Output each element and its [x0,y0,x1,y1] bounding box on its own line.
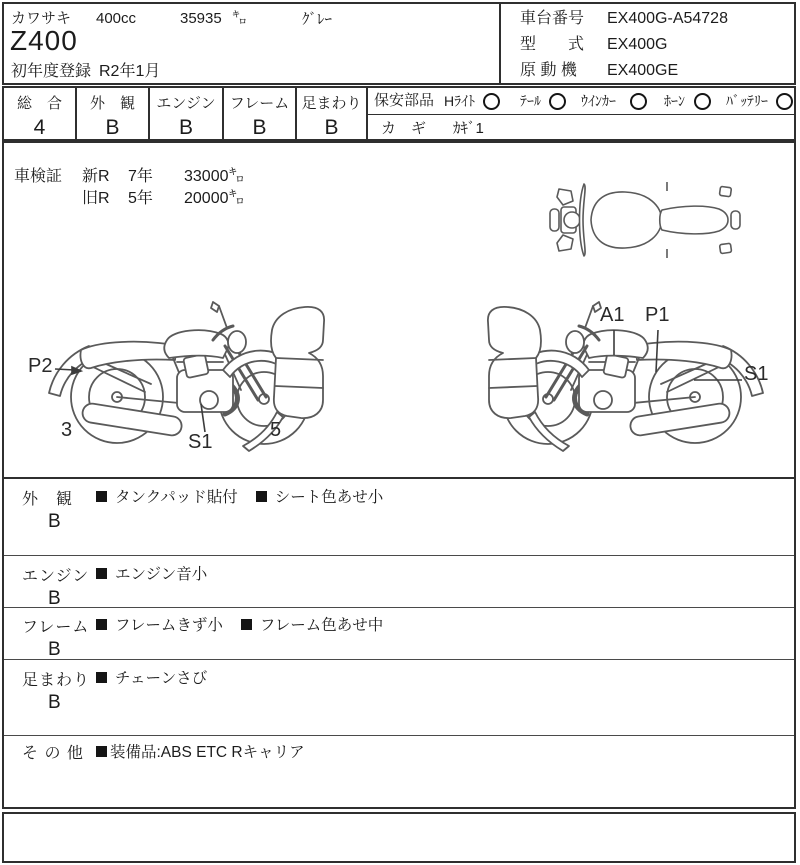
bike-right-side-diagram [27,300,342,465]
rating-cell-exterior [77,88,150,139]
status-circle-icon [630,93,647,110]
shaken-new-prefix: 新R [82,168,110,185]
shaken-old-mileage: 20000㌔ [184,190,245,207]
rating-label: 総 合 [16,95,62,112]
safety-parts-divider [368,114,794,115]
shaken-new-mileage: 33000㌔ [184,168,245,185]
rating-value: 4 [33,116,46,139]
rating-label: 足まわり [301,95,362,112]
safety-item-horn: ﾎｰﾝ [664,93,685,109]
shaken-old-prefix: 旧R [82,190,110,207]
vehicle-mileage: 35935 [180,10,222,27]
header-divider [499,4,501,83]
section-divider [4,735,794,736]
model-code: EX400G [607,36,668,53]
rating-value: B [324,116,339,139]
condition-note: フレーム色あせ中 [259,617,384,634]
rating-label: エンジン [156,95,216,112]
rating-label: フレーム [229,95,290,112]
annotation-s1-left: S1 [188,431,213,453]
bullet-square-icon [96,746,107,757]
condition-note: タンクパッド貼付 [115,489,238,506]
status-circle-icon [549,93,566,110]
header-box [2,2,796,85]
condition-notes-other [96,740,305,762]
annotation-p1: P1 [645,304,670,326]
condition-notes-undercarriage [96,666,207,688]
condition-note: エンジン音小 [115,566,208,583]
rating-cell-frame [224,88,297,139]
model-code-label: 型 式 [520,36,585,53]
bullet-square-icon [96,619,107,630]
safety-item-taillight: ﾃｰﾙ [520,93,541,109]
annotation-front-wheel-grade: 5 [270,419,282,441]
safety-item-winker: ｳｲﾝｶｰ [581,93,616,109]
chassis-label: 車台番号 [520,10,585,27]
bullet-square-icon [96,568,107,579]
condition-value-undercarriage: B [48,692,61,713]
chassis-number: EX400G-A54728 [607,10,728,27]
vehicle-mileage-unit: ㌔ [232,10,248,27]
bike-top-view-diagram [545,180,750,260]
condition-value-frame: B [48,639,61,660]
rating-cell-undercarriage [297,88,368,139]
engine-code: EX400GE [607,62,679,79]
vehicle-maker: カワサキ [11,10,72,27]
status-circle-icon [776,93,793,110]
vehicle-displacement: 400cc [96,10,137,27]
section-divider [4,659,794,660]
condition-note: シート色あせ小 [274,489,384,506]
safety-item-headlight: Hﾗｲﾄ [444,93,476,109]
remarks-empty-box [2,812,796,863]
rating-value: B [178,116,193,139]
section-divider [4,607,794,608]
status-circle-icon [483,93,500,110]
condition-notes-engine [96,562,207,584]
rating-cell-overall [4,88,77,139]
safety-parts-label: 保安部品 [374,92,435,109]
bullet-square-icon [256,491,267,502]
key-label: カ ギ [381,120,427,137]
annotation-p2: P2 [28,355,53,377]
condition-notes-frame [96,613,383,635]
shaken-new-year: 7年 [128,168,153,185]
key-value: ｶｷﾞ1 [453,120,484,137]
section-divider [4,555,794,556]
bike-left-side-diagram [470,300,785,465]
rating-label: 外 観 [89,95,135,112]
rating-cell-engine [150,88,224,139]
vehicle-color: ｸﾞﾚｰ [302,11,333,28]
bullet-square-icon [96,491,107,502]
condition-note: チェーンさび [115,670,208,687]
model-name: Z400 [10,25,78,56]
shaken-label: 車検証 [14,168,63,185]
condition-notes-exterior [96,485,383,507]
first-registration-value: R2年1月 [99,63,161,80]
condition-label-other: そ の 他 [22,745,84,762]
condition-note: フレームきず小 [115,617,223,634]
condition-value-engine: B [48,588,61,609]
safety-item-battery: ﾊﾞｯﾃﾘｰ [726,93,768,109]
annotation-rear-wheel-grade: 3 [61,419,73,441]
shaken-old-year: 5年 [128,190,153,207]
rating-value: B [252,116,267,139]
annotation-a1: A1 [600,304,625,326]
rating-value: B [105,116,120,139]
bullet-square-icon [241,619,252,630]
inspection-detail-box [2,141,796,809]
status-circle-icon [694,93,711,110]
section-divider [4,477,794,479]
condition-label-undercarriage: 足まわり [22,672,91,689]
condition-note: 装備品:ABS ETC Rキャリア [110,744,305,761]
engine-code-label: 原 動 機 [520,62,577,79]
ratings-table [2,86,796,141]
condition-label-engine: エンジン [22,568,90,585]
bullet-square-icon [96,672,107,683]
condition-label-exterior: 外 観 [22,491,74,508]
safety-parts-box [368,88,794,139]
annotation-s1-right: S1 [744,363,769,385]
condition-value-exterior: B [48,511,61,532]
condition-label-frame: フレーム [22,619,90,636]
first-registration-label: 初年度登録 [11,63,92,80]
